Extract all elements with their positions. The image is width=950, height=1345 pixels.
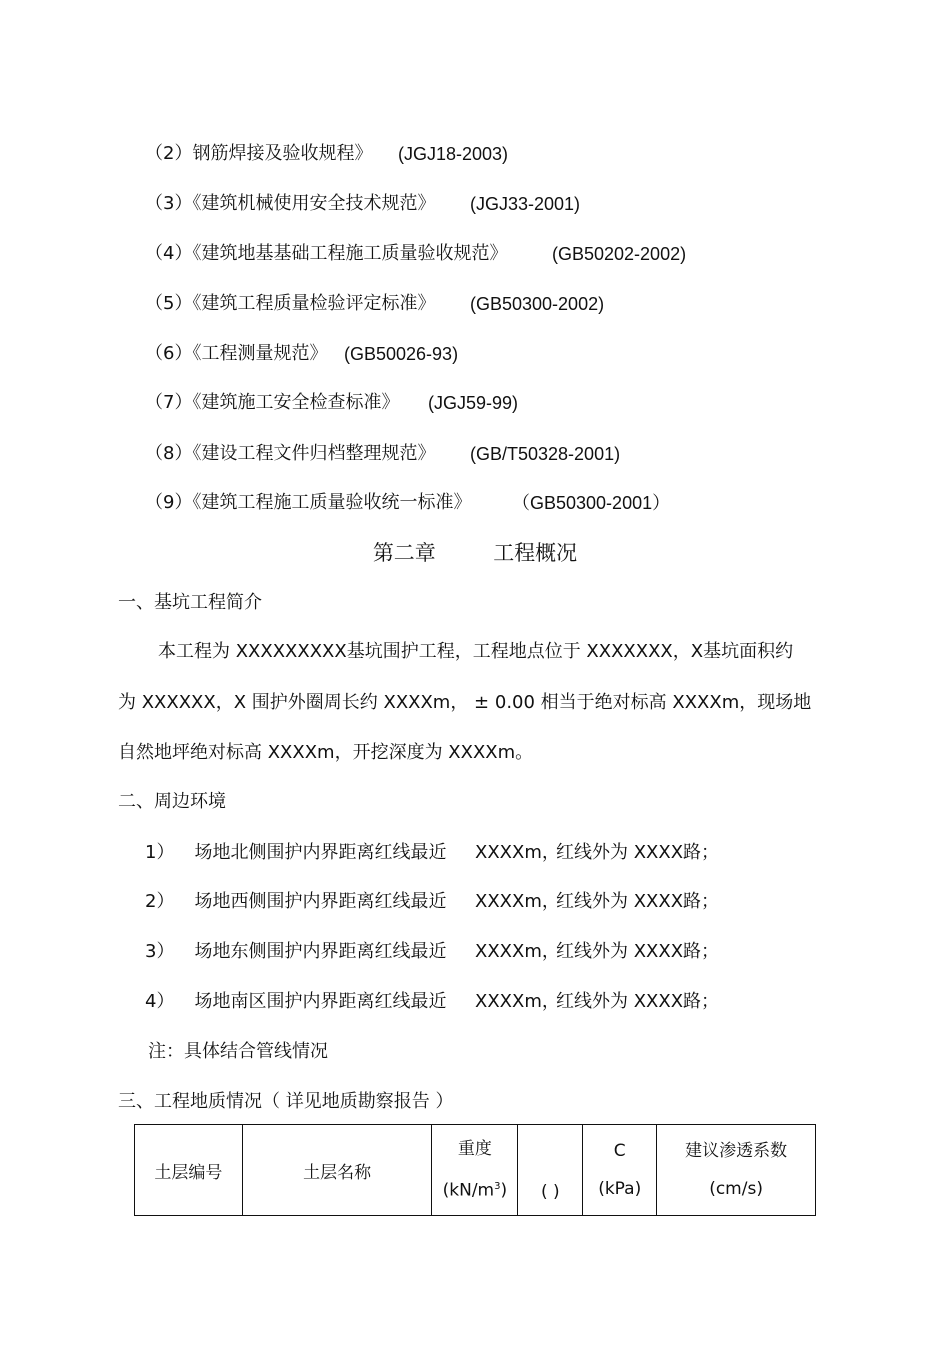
standard-number: （6） xyxy=(145,343,193,364)
item-rest: 红线外为 XXXX路； xyxy=(556,941,720,962)
list-item xyxy=(145,990,446,1014)
item-distance: XXXXm， xyxy=(475,842,560,863)
item-text: 场地西侧围护内界距离红线最近 xyxy=(194,891,447,912)
header-permeability-unit: (cm/s) xyxy=(709,1179,763,1199)
standard-name: 《建设工程文件归档整理规范》 xyxy=(192,443,436,464)
standard-number: （4） xyxy=(145,243,193,264)
standard-code: (JGJ59-99) xyxy=(428,393,519,413)
unit-close: ) xyxy=(500,1180,508,1201)
section-heading: 一、基坑工程简介 xyxy=(118,592,262,613)
soil-layer-table xyxy=(134,1124,816,1216)
header-angle: ( ) xyxy=(518,1125,583,1216)
item-rest: 红线外为 XXXX路； xyxy=(556,991,720,1012)
standard-item xyxy=(145,192,435,216)
chapter-title: 工程概况 xyxy=(493,541,578,565)
section-heading: 三、工程地质情况（ 详见地质勘察报告 ） xyxy=(118,1091,454,1112)
item-number: 1） xyxy=(145,842,175,863)
standard-item xyxy=(145,342,327,366)
item-distance: XXXXm， xyxy=(475,991,560,1012)
unit-superscript: 3 xyxy=(494,1181,501,1193)
header-cohesion-unit: (kPa) xyxy=(598,1179,642,1199)
table-header-row xyxy=(135,1125,816,1216)
item-rest: 红线外为 XXXX路； xyxy=(556,842,720,863)
standard-item xyxy=(145,142,372,166)
unit-text: (kN/m xyxy=(442,1180,495,1201)
header-cohesion-label: C xyxy=(613,1141,626,1161)
header-unit-weight-label: 重度 xyxy=(457,1139,492,1160)
standard-name: 《建筑工程质量检验评定标准》 xyxy=(192,293,436,314)
standard-number: （7） xyxy=(145,392,193,413)
item-number: 2） xyxy=(145,891,175,912)
header-layer-number: 土层编号 xyxy=(135,1125,243,1216)
chapter-heading xyxy=(0,540,950,566)
standard-name: 钢筋焊接及验收规程》 xyxy=(192,143,373,164)
standard-code: (JGJ18-2003) xyxy=(398,144,509,164)
standard-item xyxy=(145,491,471,515)
standard-code: (JGJ33-2001) xyxy=(470,194,581,214)
standard-item xyxy=(145,391,399,415)
standard-code: (GB/T50328-2001) xyxy=(470,444,621,464)
header-cohesion xyxy=(583,1125,657,1216)
list-item xyxy=(145,940,446,964)
item-text: 场地南区围护内界距离红线最近 xyxy=(194,991,447,1012)
paragraph-line: 自然地坪绝对标高 XXXXm，开挖深度为 XXXXm。 xyxy=(118,742,534,763)
standard-name: 《建筑施工安全检查标准》 xyxy=(192,392,400,413)
item-text: 场地北侧围护内界距离红线最近 xyxy=(194,842,447,863)
chapter-number: 第二章 xyxy=(372,541,436,565)
item-number: 3） xyxy=(145,941,175,962)
standard-name: 《建筑工程施工质量验收统一标准》 xyxy=(192,492,472,513)
standard-item xyxy=(145,242,507,266)
item-rest: 红线外为 XXXX路； xyxy=(556,891,720,912)
item-text: 场地东侧围护内界距离红线最近 xyxy=(194,941,447,962)
paragraph-line: 本工程为 XXXXXXXXX基坑围护工程，工程地点位于 XXXXXXX，X基坑面积约 xyxy=(158,641,794,662)
standard-number: （9） xyxy=(145,492,193,513)
header-permeability-label: 建议渗透系数 xyxy=(685,1141,788,1161)
item-distance: XXXXm， xyxy=(475,891,560,912)
standard-code: （GB50300-2001） xyxy=(512,493,671,513)
header-permeability xyxy=(657,1125,816,1216)
standard-code: (GB50026-93) xyxy=(344,344,459,364)
list-item xyxy=(145,841,446,865)
list-item xyxy=(145,890,446,914)
standard-name: 《建筑地基基础工程施工质量验收规范》 xyxy=(192,243,508,264)
standard-code: (GB50202-2002) xyxy=(552,244,687,264)
standard-number: （2） xyxy=(145,143,193,164)
item-number: 4） xyxy=(145,991,175,1012)
standard-number: （3） xyxy=(145,193,193,214)
standard-number: （8） xyxy=(145,443,193,464)
standard-code: (GB50300-2002) xyxy=(470,294,605,314)
standard-number: （5） xyxy=(145,293,193,314)
header-layer-name: 土层名称 xyxy=(242,1125,432,1216)
standard-item xyxy=(145,292,435,316)
header-unit-weight-unit xyxy=(432,1168,517,1210)
item-distance: XXXXm， xyxy=(475,941,560,962)
section-heading: 二、周边环境 xyxy=(118,791,226,812)
standard-name: 《建筑机械使用安全技术规范》 xyxy=(192,193,436,214)
note-text: 注：具体结合管线情况 xyxy=(148,1041,328,1062)
paragraph-line: 为 XXXXXX，X 围护外圈周长约 XXXXm， ± 0.00 相当于绝对标高 XXXXm，现场地 xyxy=(118,692,812,713)
header-unit-weight xyxy=(432,1125,518,1216)
standard-name: 《工程测量规范》 xyxy=(192,343,328,364)
standard-item xyxy=(145,442,435,466)
